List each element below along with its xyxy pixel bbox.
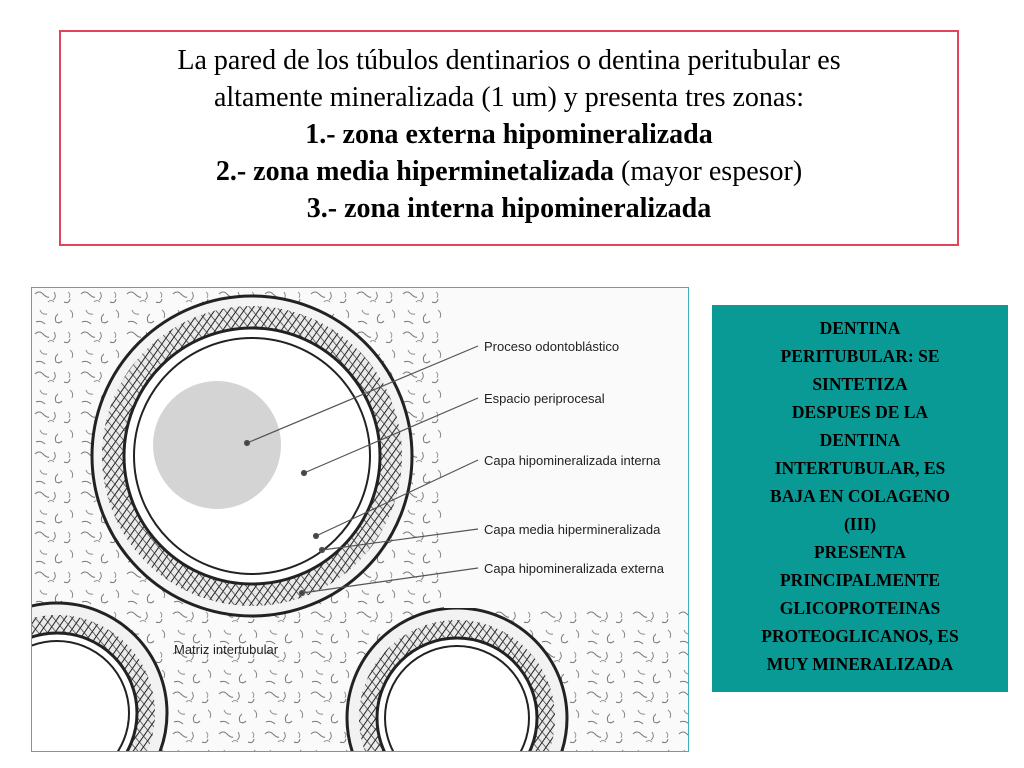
zone-1: 1.- zona externa hipomineralizada	[305, 119, 713, 150]
info-line: INTERTUBULAR, ES	[774, 458, 946, 478]
info-line: DENTINA	[819, 318, 901, 338]
info-line: DESPUES DE LA	[791, 402, 929, 422]
info-line: BAJA EN COLAGENO	[770, 486, 950, 506]
info-line: GLICOPROTEINAS	[779, 598, 941, 618]
info-line: DENTINA	[819, 430, 901, 450]
tubule-diagram	[31, 287, 689, 752]
label-capa-media: Capa media hipermineralizada	[484, 522, 661, 537]
odontoblast-process	[153, 381, 281, 509]
title-line-1: La pared de los túbulos dentinarios o dentina peritubular es	[177, 45, 841, 76]
label-capa-interna: Capa hipomineralizada interna	[484, 453, 661, 468]
zone-2-bold: 2.- zona media hiperminetalizada	[215, 156, 615, 187]
label-espacio-periprocesal: Espacio periprocesal	[484, 391, 605, 406]
info-line: SINTETIZA	[812, 374, 908, 394]
info-box	[712, 305, 1008, 692]
info-line: PERITUBULAR: SE	[780, 346, 940, 366]
tubule-main	[92, 296, 412, 616]
label-capa-externa: Capa hipomineralizada externa	[484, 561, 664, 576]
title-line-2: altamente mineralizada (1 um) y presenta tres zonas:	[213, 82, 805, 113]
zone-3: 3.- zona interna hipomineralizada	[306, 193, 712, 224]
zone-2-rest: (mayor espesor)	[614, 156, 803, 187]
info-line: PRESENTA	[813, 542, 907, 562]
label-matriz-intertubular: Matriz intertubular	[174, 642, 279, 657]
info-line: MUY MINERALIZADA	[766, 654, 954, 674]
info-line: PRINCIPALMENTE	[779, 570, 941, 590]
info-line: PROTEOGLICANOS, ES	[761, 626, 959, 646]
label-proceso-odontoblastico: Proceso odontoblástico	[484, 339, 620, 354]
zone-2	[61, 153, 957, 190]
info-line: (III)	[843, 514, 877, 534]
title-box	[59, 30, 959, 246]
